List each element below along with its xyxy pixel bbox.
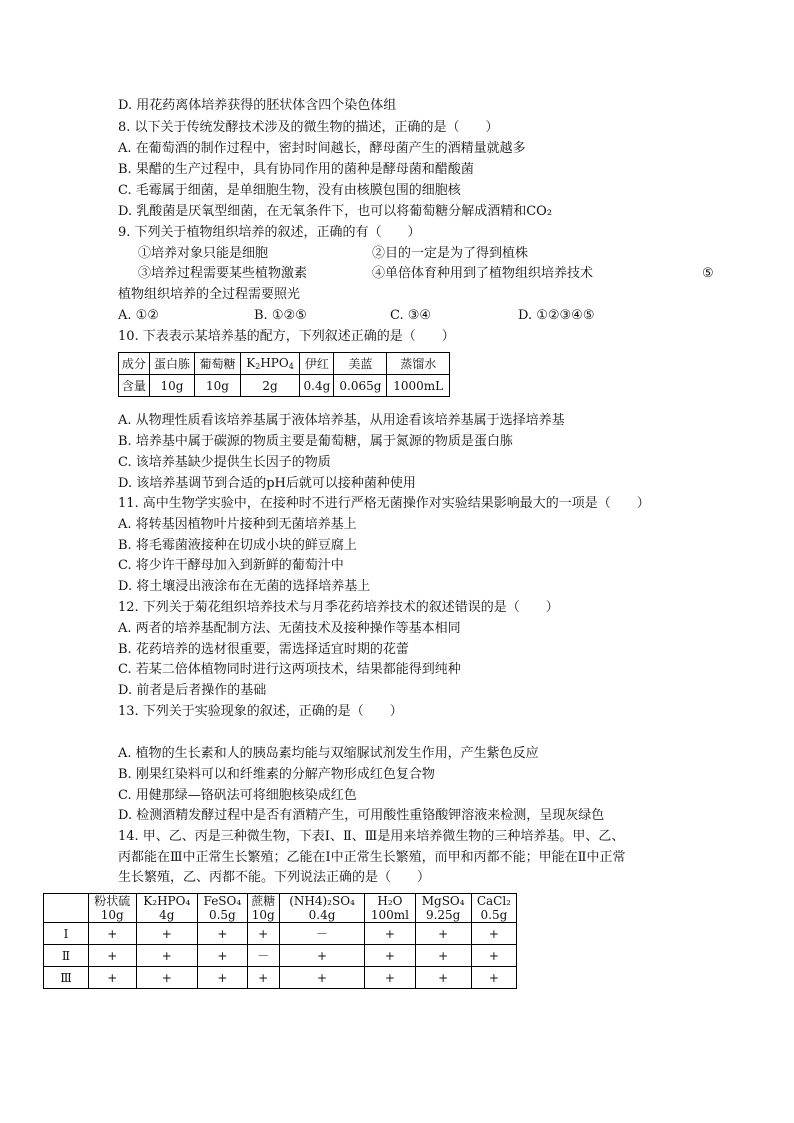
ingredient-amount: 0.4g <box>308 908 336 922</box>
ingredient-amount: 10g <box>100 908 124 922</box>
ingredient-amount: 0.5g <box>480 908 508 922</box>
ingredient-amount: 4g <box>159 908 175 922</box>
q11-option-b: B. 将毛霉菌液接种在切成小块的鲜豆腐上 <box>118 538 357 553</box>
ingredient-amount: 9.25g <box>425 908 461 922</box>
table-row <box>119 353 450 375</box>
q9-statement-5-marker: ⑤ <box>702 266 714 281</box>
table-header-cell <box>198 894 248 923</box>
table-cell: + <box>365 923 415 945</box>
table-header-cell <box>471 894 516 923</box>
ingredient-name: H₂O <box>377 894 403 908</box>
table-header-cell <box>240 353 300 375</box>
table-cell: + <box>89 945 137 967</box>
q7-option-d: D. 用花药离体培养获得的胚状体含四个染色体组 <box>118 98 397 113</box>
table-cell: + <box>471 923 516 945</box>
ingredient-name: CaCl₂ <box>476 894 511 908</box>
q9-option-b: B. ①②⑤ <box>254 308 307 323</box>
q10-option-c: C. 该培养基缺少提供生长因子的物质 <box>118 455 331 470</box>
table-cell: + <box>279 967 365 989</box>
table-cell: + <box>198 967 248 989</box>
formula-subscript: 2 <box>255 362 261 371</box>
table-cell: + <box>198 923 248 945</box>
q8-option-d: D. 乳酸菌是厌氧型细菌，在无氧条件下，也可以将葡萄糖分解成酒精和CO₂ <box>118 204 553 219</box>
table-cell: + <box>198 945 248 967</box>
q12-option-a: A. 两者的培养基配制方法、无菌技术及接种操作等基本相同 <box>118 621 461 636</box>
ingredient-amount: 100ml <box>370 908 409 922</box>
q13-option-d: D. 检测酒精发酵过程中是否有酒精产生，可用酸性重铬酸钾溶液来检测，呈现灰绿色 <box>118 808 605 823</box>
q13-stem: 13. 下列关于实验现象的叙述，正确的是（ ） <box>118 704 403 719</box>
table-cell: － <box>279 923 365 945</box>
table-row <box>44 923 517 945</box>
ingredient-name: MgSO₄ <box>421 894 465 908</box>
table-cell: + <box>365 945 415 967</box>
table-header-cell <box>136 894 198 923</box>
table-header-cell: 伊红 <box>300 353 334 375</box>
q14-stem-line-1: 14. 甲、乙、丙是三种微生物，下表Ⅰ、Ⅱ、Ⅲ是用来培养微生物的三种培养基。甲、乙、 <box>118 829 625 844</box>
q11-option-c: C. 将少许干酵母加入到新鲜的葡萄汁中 <box>118 558 344 573</box>
table-cell: + <box>89 923 137 945</box>
q9-option-d: D. ①②③④⑤ <box>518 308 595 323</box>
q11-option-d: D. 将土壤浸出液涂布在无菌的选择培养基上 <box>118 579 371 594</box>
q13-option-c: C. 用健那绿—铬矾法可将细胞核染成红色 <box>118 788 357 803</box>
formula-part: HPO <box>260 356 289 370</box>
table-cell: + <box>136 945 198 967</box>
q12-option-c: C. 若某二倍体植物同时进行这两项技术，结果都能得到纯种 <box>118 662 461 677</box>
table-cell: + <box>247 967 279 989</box>
q9-statement-2: ②目的一定是为了得到植株 <box>372 246 529 261</box>
table-header-cell <box>247 894 279 923</box>
q9-stem: 9. 下列关于植物组织培养的叙述，正确的有（ ） <box>118 225 421 240</box>
q9-option-a: A. ①② <box>118 308 159 323</box>
ingredient-name: 粉状硫 <box>94 894 131 908</box>
table-cell: + <box>471 945 516 967</box>
table-cell: 10g <box>149 375 194 397</box>
table-cell: － <box>247 945 279 967</box>
table-header-cell <box>415 894 471 923</box>
ingredient-name: 蔗糖 <box>251 894 276 908</box>
q8-option-c: C. 毛霉属于细菌，是单细胞生物，没有由核膜包围的细胞核 <box>118 183 461 198</box>
ingredient-name: FeSO₄ <box>203 894 242 908</box>
formula-subscript: 4 <box>288 362 294 371</box>
q12-option-b: B. 花药培养的选材很重要，需选择适宜时期的花蕾 <box>118 642 409 657</box>
q12-option-d: D. 前者是后者操作的基础 <box>118 683 267 698</box>
table-header-cell: 蒸馏水 <box>387 353 450 375</box>
table-row-label: 含量 <box>119 375 150 397</box>
q9-statement-4: ④单倍体育种用到了植物组织培养技术 <box>372 266 594 281</box>
q8-option-a: A. 在葡萄酒的制作过程中，密封时间越长，酵母菌产生的酒精量就越多 <box>118 141 526 156</box>
table-cell: + <box>136 967 198 989</box>
q11-option-a: A. 将转基因植物叶片接种到无菌培养基上 <box>118 517 357 532</box>
table-cell: + <box>415 923 471 945</box>
table-header-cell: 美蓝 <box>334 353 387 375</box>
table-cell: + <box>89 967 137 989</box>
table-header-row <box>44 894 517 923</box>
culture-medium-table <box>43 893 517 989</box>
medium-formula-table <box>118 352 450 397</box>
table-cell: + <box>279 945 365 967</box>
q8-stem: 8. 以下关于传统发酵技术涉及的微生物的描述，正确的是（ ） <box>118 120 499 135</box>
table-cell: 2g <box>240 375 300 397</box>
q10-stem: 10. 下表表示某培养基的配方，下列叙述正确的是（ ） <box>118 329 455 344</box>
table-row <box>119 375 450 397</box>
table-header-cell <box>365 894 415 923</box>
table-cell: 10g <box>195 375 240 397</box>
table-row-label: Ⅰ <box>44 923 89 945</box>
table-header-cell: 葡萄糖 <box>195 353 240 375</box>
q13-option-a: A. 植物的生长素和人的胰岛素均能与双缩脲试剂发生作用，产生紫色反应 <box>118 746 539 761</box>
table-cell: 1000mL <box>387 375 450 397</box>
q9-statement-3: ③培养过程需要某些植物激素 <box>138 266 308 281</box>
table-cell: 0.4g <box>300 375 334 397</box>
table-cell: 0.065g <box>334 375 387 397</box>
ingredient-amount: 10g <box>251 908 275 922</box>
table-header-cell: 成分 <box>119 353 150 375</box>
ingredient-name: (NH4)₂SO₄ <box>289 894 355 908</box>
q13-option-b: B. 刚果红染料可以和纤维素的分解产物形成红色复合物 <box>118 767 435 782</box>
table-row-label: Ⅱ <box>44 945 89 967</box>
table-cell: + <box>471 967 516 989</box>
table-cell: + <box>415 945 471 967</box>
q9-statement-1: ①培养对象只能是细胞 <box>138 246 269 261</box>
table-cell: + <box>136 923 198 945</box>
table-cell: + <box>365 967 415 989</box>
table-row <box>44 945 517 967</box>
table-header-cell <box>279 894 365 923</box>
q10-option-d: D. 该培养基调节到合适的pH后就可以接种菌种使用 <box>118 476 416 491</box>
table-header-cell: 蛋白胨 <box>149 353 194 375</box>
q14-stem-line-3: 生长繁殖，乙、丙都不能。下列说法正确的是（ ） <box>118 870 431 885</box>
table-cell: + <box>415 967 471 989</box>
table-cell: + <box>247 923 279 945</box>
q9-statement-5: 植物组织培养的全过程需要照光 <box>118 287 301 302</box>
q10-option-a: A. 从物理性质看该培养基属于液体培养基，从用途看该培养基属于选择培养基 <box>118 413 565 428</box>
q10-option-b: B. 培养基中属于碳源的物质主要是葡萄糖，属于氮源的物质是蛋白胨 <box>118 434 513 449</box>
table-row <box>44 967 517 989</box>
table-row-label: Ⅲ <box>44 967 89 989</box>
table-header-cell <box>89 894 137 923</box>
formula-part: K <box>246 356 256 370</box>
ingredient-amount: 0.5g <box>208 908 236 922</box>
table-corner-cell <box>44 894 89 923</box>
q8-option-b: B. 果醋的生产过程中，具有协同作用的菌种是酵母菌和醋酸菌 <box>118 162 474 177</box>
q12-stem: 12. 下列关于菊花组织培养技术与月季花药培养技术的叙述错误的是（ ） <box>118 600 559 615</box>
q14-stem-line-2: 丙都能在Ⅲ中正常生长繁殖；乙能在Ⅰ中正常生长繁殖，而甲和丙都不能；甲能在Ⅱ中正常 <box>118 850 626 865</box>
ingredient-name: K₂HPO₄ <box>143 894 191 908</box>
q11-stem: 11. 高中生物学实验中，在接种时不进行严格无菌操作对实验结果影响最大的一项是（ ） <box>118 496 650 511</box>
q9-option-c: C. ③④ <box>390 308 432 323</box>
